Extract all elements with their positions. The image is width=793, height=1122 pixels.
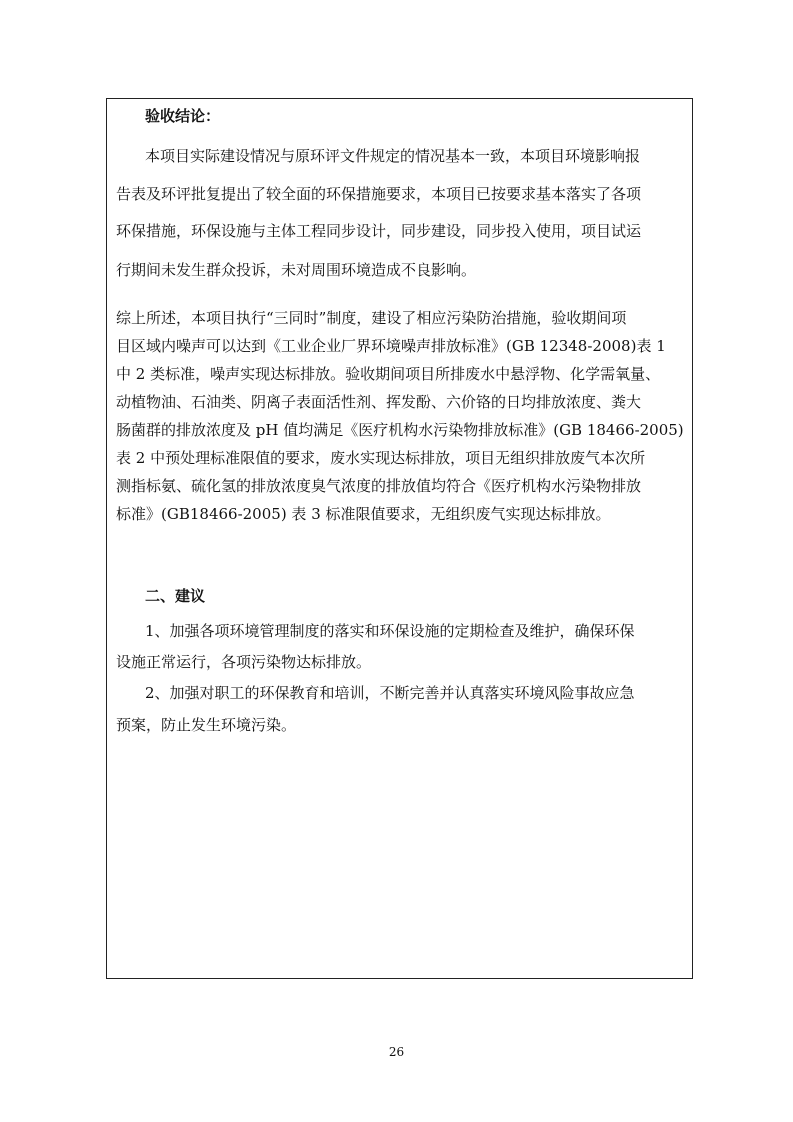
conclusion-paragraph2-line3: 中 2 类标准，噪声实现达标排放。验收期间项目所排废水中悬浮物、化学需氧量、 — [116, 365, 661, 383]
conclusion-paragraph2-line1: 综上所述，本项目执行“三同时”制度，建设了相应污染防治措施，验收期间项 — [116, 309, 627, 327]
conclusion-paragraph2-line6: 表 2 中预处理标准限值的要求，废水实现达标排放，项目无组织排放废气本次所 — [116, 449, 646, 467]
suggestion-2-line1: 2、加强对职工的环保教育和培训，不断完善并认真落实环境风险事故应急 — [145, 684, 635, 702]
suggestion-2-line2: 预案，防止发生环境污染。 — [116, 716, 297, 734]
suggestion-1-line1: 1、加强各项环境管理制度的落实和环保设施的定期检查及维护，确保环保 — [145, 622, 635, 640]
conclusion-paragraph2-line4: 动植物油、石油类、阴离子表面活性剂、挥发酚、六价铬的日均排放浓度、粪大 — [116, 393, 642, 411]
conclusion-paragraph1-line3: 环保措施，环保设施与主体工程同步设计，同步建设，同步投入使用，项目试运 — [116, 222, 642, 240]
conclusion-paragraph1-line1: 本项目实际建设情况与原环评文件规定的情况基本一致，本项目环境影响报 — [145, 147, 641, 165]
conclusion-paragraph1-line4: 行期间未发生群众投诉，未对周围环境造成不良影响。 — [116, 261, 477, 279]
page-number: 26 — [388, 1045, 405, 1059]
conclusion-paragraph2-line7: 测指标氨、硫化氢的排放浓度臭气浓度的排放值均符合《医疗机构水污染物排放 — [116, 477, 642, 495]
suggestions-heading: 二、建议 — [145, 587, 206, 605]
suggestion-1-line2: 设施正常运行，各项污染物达标排放。 — [116, 653, 372, 671]
conclusion-paragraph2-line2: 目区域内噪声可以达到《工业企业厂界环境噪声排放标准》(GB 12348-2008)表 1 — [116, 337, 666, 355]
conclusion-paragraph2-line5: 肠菌群的排放浓度及 pH 值均满足《医疗机构水污染物排放标准》(GB 18466-2005) — [116, 421, 684, 439]
conclusion-heading: 验收结论： — [145, 107, 221, 125]
conclusion-paragraph1-line2: 告表及环评批复提出了较全面的环保措施要求，本项目已按要求基本落实了各项 — [116, 185, 642, 203]
conclusion-paragraph2-line8: 标准》(GB18466-2005) 表 3 标准限值要求，无组织废气实现达标排放。 — [116, 505, 611, 523]
